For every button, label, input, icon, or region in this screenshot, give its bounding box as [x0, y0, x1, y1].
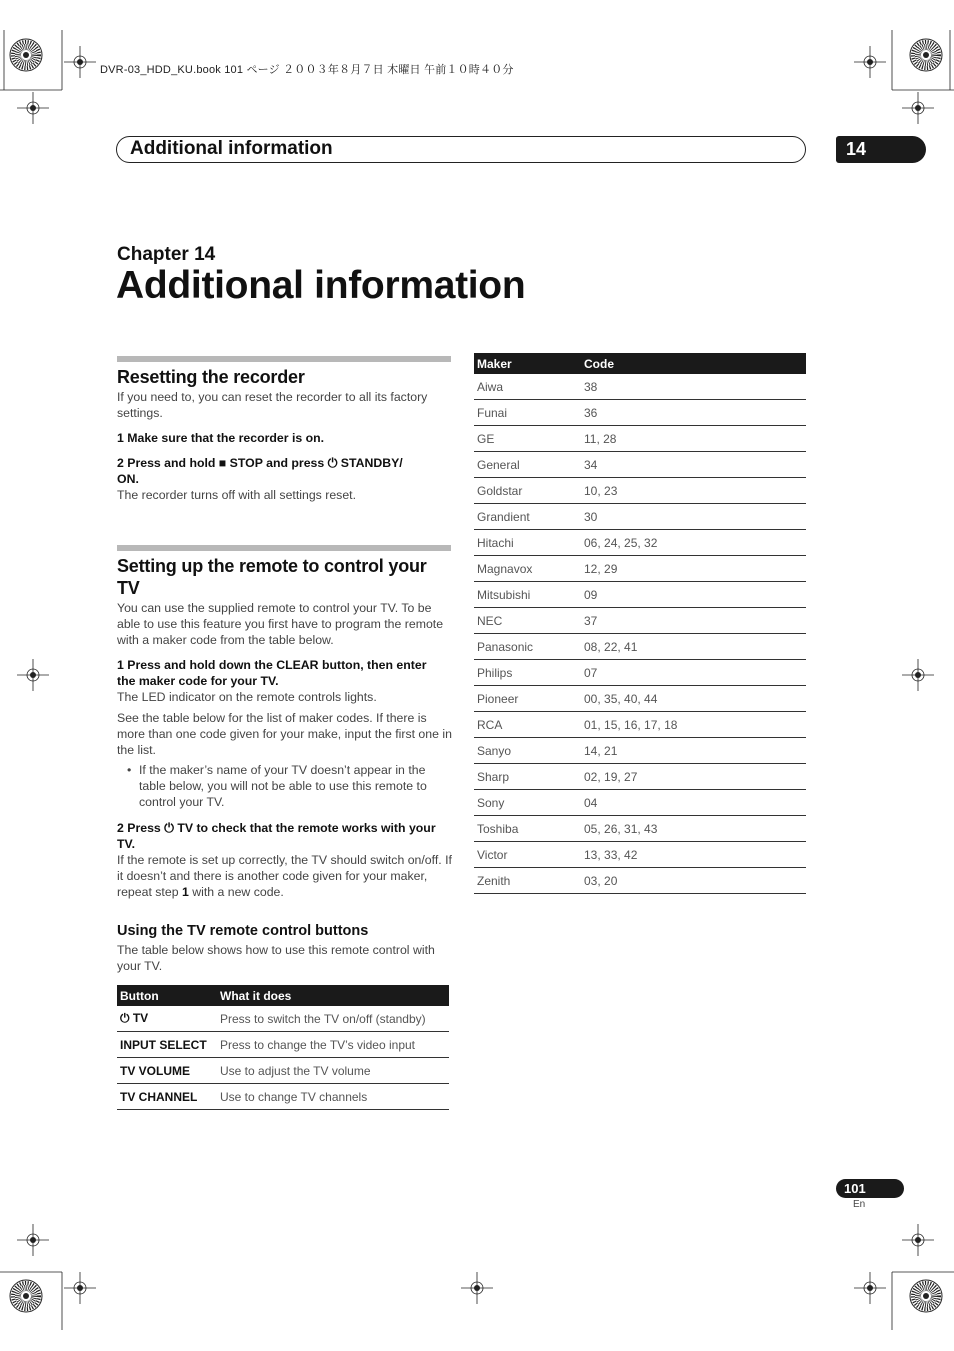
page-language: En: [853, 1199, 866, 1210]
code-cell: 02, 19, 27: [581, 764, 806, 790]
maker-cell: Zenith: [474, 868, 581, 894]
maker-cell: Panasonic: [474, 634, 581, 660]
remote-step-2: 2 Press ⏻ TV to check that the remote works with your TV.: [117, 821, 436, 852]
maker-cell: Sony: [474, 790, 581, 816]
remote-intro: You can use the supplied remote to control your TV. To be able to use this feature you first have to program the remote with a maker code from the table below.: [117, 601, 444, 648]
desc-cell: Use to change TV channels: [217, 1084, 449, 1110]
file-info-line: DVR-03_HDD_KU.book 101 ページ ２００３年８月７日 木曜日 午前１０時４０分: [100, 64, 514, 76]
desc-cell: Use to adjust the TV volume: [217, 1058, 449, 1084]
remote-step-2-note-bold: 1: [181, 885, 189, 900]
chapter-label: Chapter 14: [117, 244, 216, 265]
maker-cell: Magnavox: [474, 556, 581, 582]
remote-step-1-note: The LED indicator on the remote controls lights.: [117, 690, 377, 704]
code-cell: 07: [581, 660, 806, 686]
button-cell: ⏻ TV: [117, 1006, 217, 1032]
table-row: [474, 842, 806, 868]
section-rule-remote: [117, 545, 451, 551]
maker-cell: NEC: [474, 608, 581, 634]
table-row: [474, 582, 806, 608]
maker-code-table: [474, 353, 806, 894]
maker-cell: Mitsubishi: [474, 582, 581, 608]
maker-cell: Goldstar: [474, 478, 581, 504]
code-cell: 36: [581, 400, 806, 426]
code-cell: 10, 23: [581, 478, 806, 504]
code-cell: 30: [581, 504, 806, 530]
table-row: [117, 1058, 449, 1084]
maker-cell: Victor: [474, 842, 581, 868]
col-header-button: Button: [117, 985, 217, 1006]
button-cell: INPUT SELECT: [117, 1032, 217, 1058]
maker-cell: Pioneer: [474, 686, 581, 712]
table-row: [474, 634, 806, 660]
code-cell: 38: [581, 374, 806, 400]
section-title-remote-cont: TV: [117, 578, 140, 598]
code-cell: 13, 33, 42: [581, 842, 806, 868]
section-title-reset: Resetting the recorder: [117, 367, 305, 387]
desc-cell: Press to switch the TV on/off (standby): [217, 1006, 449, 1032]
code-cell: 37: [581, 608, 806, 634]
code-cell: 34: [581, 452, 806, 478]
subsection-title-using: Using the TV remote control buttons: [117, 923, 369, 939]
maker-cell: General: [474, 452, 581, 478]
remote-step-1-para: See the table below for the list of maker codes. If there is more than one code given for your make, input the first one in the list.: [117, 711, 452, 758]
remote-step-1: 1 Press and hold down the CLEAR button, then enter the maker code for your TV.: [117, 658, 427, 689]
table-row: [474, 504, 806, 530]
remote-bullet-note: • If the maker’s name of your TV doesn’t appear in the table below, you will not be able to use this remote to control your TV.: [117, 762, 453, 811]
table-header-row: [474, 353, 806, 374]
table-row: [474, 868, 806, 894]
page-number: 101: [836, 1179, 904, 1198]
reset-step-2: 2 Press and hold ■ STOP and press ⏻ STANDBY/: [117, 456, 403, 470]
chapter-tab: 14: [836, 136, 926, 163]
maker-cell: GE: [474, 426, 581, 452]
reset-step-1: 1 Make sure that the recorder is on.: [117, 431, 325, 445]
code-cell: 05, 26, 31, 43: [581, 816, 806, 842]
table-row: [474, 764, 806, 790]
table-row: [474, 686, 806, 712]
remote-buttons-table: [117, 985, 449, 1110]
code-cell: 04: [581, 790, 806, 816]
maker-cell: Toshiba: [474, 816, 581, 842]
remote-step-2-note-a: If the remote is set up correctly, the TV should switch on/off. If it doesn’t and there is another code given for your maker, repeat step: [117, 853, 452, 900]
col-header-maker: Maker: [474, 353, 581, 374]
col-header-code: Code: [581, 353, 806, 374]
table-row: [474, 816, 806, 842]
table-row: [117, 1032, 449, 1058]
page-title: Additional information: [116, 264, 526, 307]
table-row: [117, 1006, 449, 1032]
maker-cell: Sanyo: [474, 738, 581, 764]
reset-intro: If you need to, you can reset the recorder to all its factory settings.: [117, 390, 428, 421]
code-cell: 03, 20: [581, 868, 806, 894]
code-cell: 00, 35, 40, 44: [581, 686, 806, 712]
using-intro: The table below shows how to use this remote control with your TV.: [117, 943, 435, 974]
table-row: [474, 452, 806, 478]
remote-step-2-note: [117, 852, 453, 901]
table-row: [474, 556, 806, 582]
table-row: [474, 738, 806, 764]
table-row: [117, 1084, 449, 1110]
table-row: [474, 374, 806, 400]
table-row: [474, 660, 806, 686]
code-cell: 06, 24, 25, 32: [581, 530, 806, 556]
code-cell: 12, 29: [581, 556, 806, 582]
remote-step-2-note-b: with a new code.: [188, 885, 284, 900]
maker-cell: Philips: [474, 660, 581, 686]
table-row: [474, 608, 806, 634]
reset-step-2-cont: ON.: [117, 472, 139, 486]
table-header-row: [117, 985, 449, 1006]
col-header-what: What it does: [217, 985, 449, 1006]
section-title-remote: Setting up the remote to control your: [117, 556, 427, 576]
table-row: [474, 790, 806, 816]
maker-cell: Funai: [474, 400, 581, 426]
code-cell: 09: [581, 582, 806, 608]
maker-cell: Hitachi: [474, 530, 581, 556]
code-cell: 14, 21: [581, 738, 806, 764]
section-rule-reset: [117, 356, 451, 362]
table-row: [474, 478, 806, 504]
maker-cell: Sharp: [474, 764, 581, 790]
maker-cell: Aiwa: [474, 374, 581, 400]
maker-cell: Grandient: [474, 504, 581, 530]
maker-cell: RCA: [474, 712, 581, 738]
table-row: [474, 400, 806, 426]
button-cell: TV VOLUME: [117, 1058, 217, 1084]
table-row: [474, 426, 806, 452]
desc-cell: Press to change the TV’s video input: [217, 1032, 449, 1058]
code-cell: 11, 28: [581, 426, 806, 452]
reset-result: The recorder turns off with all settings reset.: [117, 488, 356, 502]
button-cell: TV CHANNEL: [117, 1084, 217, 1110]
table-row: [474, 530, 806, 556]
maker-table-body: [474, 374, 806, 894]
table-row: [474, 712, 806, 738]
code-cell: 08, 22, 41: [581, 634, 806, 660]
code-cell: 01, 15, 16, 17, 18: [581, 712, 806, 738]
header-title: Additional information: [130, 138, 333, 159]
